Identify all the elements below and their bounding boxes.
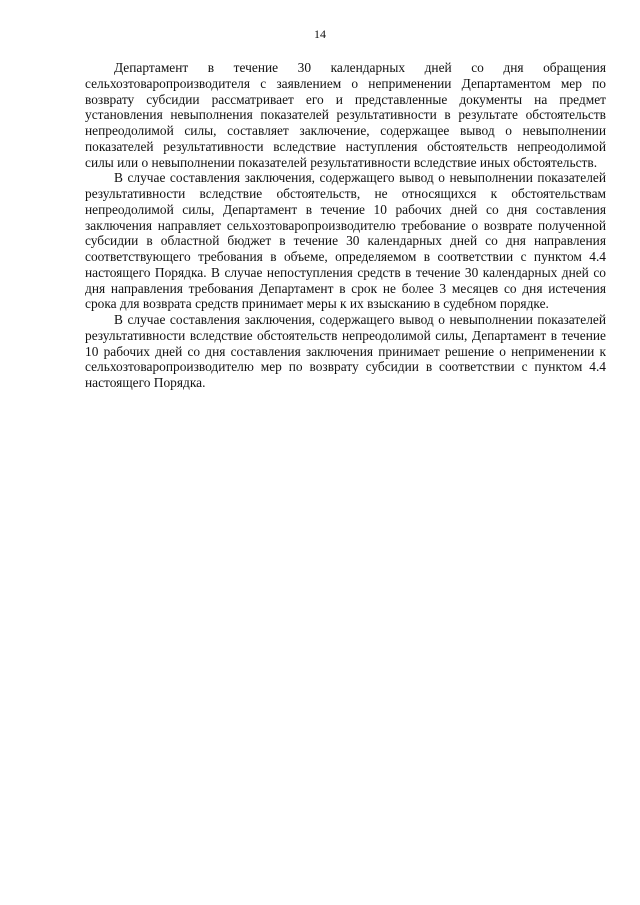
document-body bbox=[85, 60, 606, 391]
paragraph-2: В случае составления заключения, содержащего вывод о невыполнении показателей результативности вследствие обстоятельств, не относящихся к обстоятельствам непреодолимой силы, Департамент в течение 10 рабочих дней со дня составления заключения направляет сельхозтоваропроизводителю требование о возврате полученной субсидии в областной бюджет в течение 30 календарных дней со дня направления соответствующего требования в объеме, определяемом в соответствии с пунктом 4.4 настоящего Порядка. В случае непоступления средств в течение 30 календарных дней со дня направления требования Департамент в срок не более 3 месяцев со дня истечения срока для возврата средств принимает меры к их взысканию в судебном порядке. bbox=[85, 170, 606, 312]
page-number: 14 bbox=[314, 27, 326, 41]
paragraph-1: Департамент в течение 30 календарных дней со дня обращения сельхозтоваропроизводителя с заявлением о неприменении Департаментом мер по возврату субсидии рассматривает его и представленные документы на предмет установления невыполнения показателей результативности в результате обстоятельств непреодолимой силы, составляет заключение, содержащее вывод о невыполнении показателей результативности вследствие наступления обстоятельств непреодолимой силы или о невыполнении показателей результативности вследствие иных обстоятельств. bbox=[85, 60, 606, 170]
paragraph-3: В случае составления заключения, содержащего вывод о невыполнении показателей результативности вследствие обстоятельств непреодолимой силы, Департамент в течение 10 рабочих дней со дня составления заключения принимает решение о неприменении к сельхозтоваропроизводителю мер по возврату субсидии в соответствии с пунктом 4.4 настоящего Порядка. bbox=[85, 312, 606, 390]
